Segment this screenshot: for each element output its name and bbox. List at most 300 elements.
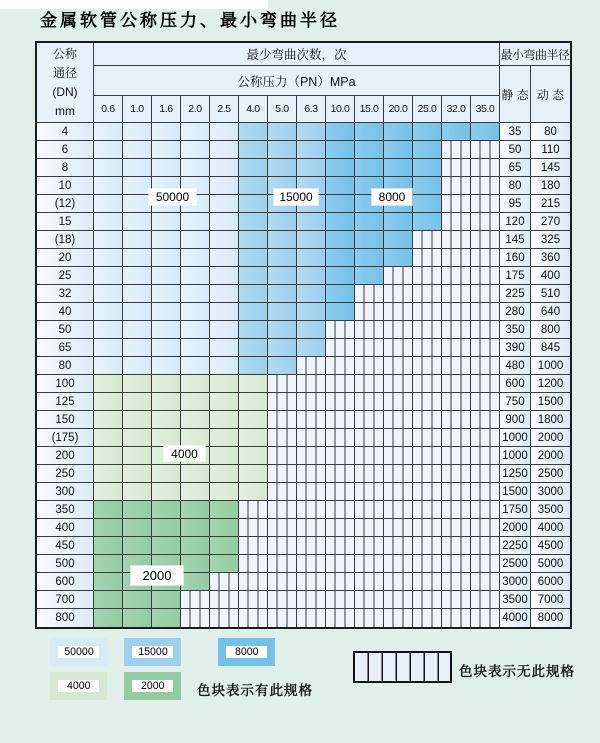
- spec-cell: [181, 159, 210, 177]
- no-spec-cell: [297, 429, 326, 447]
- spec-cell: [239, 465, 268, 483]
- spec-cell: [94, 303, 123, 321]
- spec-cell: [152, 267, 181, 285]
- spec-cell: [152, 339, 181, 357]
- spec-cell: [384, 159, 413, 177]
- spec-cell: [152, 195, 181, 213]
- spec-cell: [94, 123, 123, 141]
- spec-cell: [181, 483, 210, 501]
- static-cell: 750: [500, 393, 531, 411]
- legend-hatch-box: [353, 651, 452, 683]
- legend-label: 2000: [140, 680, 165, 692]
- no-spec-cell: [471, 285, 500, 303]
- no-spec-cell: [471, 573, 500, 591]
- dn-cell: 700: [37, 591, 94, 609]
- no-spec-cell: [413, 465, 442, 483]
- spec-cell: [152, 429, 181, 447]
- no-spec-cell: [326, 519, 355, 537]
- no-spec-cell: [471, 339, 500, 357]
- no-spec-cell: [413, 231, 442, 249]
- static-cell: 120: [500, 213, 531, 231]
- pressure-tick: 2.0: [181, 96, 210, 123]
- spec-cell: [326, 177, 355, 195]
- no-spec-cell: [413, 303, 442, 321]
- spec-cell: [181, 267, 210, 285]
- spec-cell: [326, 141, 355, 159]
- spec-cell: [413, 177, 442, 195]
- spec-cell: [123, 591, 152, 609]
- dn-cell: 10: [37, 177, 94, 195]
- spec-cell: [181, 141, 210, 159]
- spec-cell: [268, 231, 297, 249]
- spec-cell: [239, 249, 268, 267]
- spec-cell: [181, 501, 210, 519]
- spec-cell: [123, 537, 152, 555]
- no-spec-cell: [384, 465, 413, 483]
- no-spec-cell: [239, 609, 268, 627]
- no-spec-cell: [268, 537, 297, 555]
- spec-cell: [152, 321, 181, 339]
- spec-cell: [297, 177, 326, 195]
- dn-cell: 450: [37, 537, 94, 555]
- spec-cell: [384, 195, 413, 213]
- spec-cell: [297, 303, 326, 321]
- legend-label: 4000: [66, 680, 91, 692]
- spec-cell: [210, 519, 239, 537]
- no-spec-cell: [384, 609, 413, 627]
- no-spec-cell: [413, 357, 442, 375]
- dynamic-cell: 400: [531, 267, 570, 285]
- spec-cell: [297, 123, 326, 141]
- no-spec-cell: [471, 249, 500, 267]
- no-spec-cell: [326, 483, 355, 501]
- dynamic-cell: 8000: [531, 609, 570, 627]
- no-spec-cell: [239, 501, 268, 519]
- dynamic-cell: 110: [531, 141, 570, 159]
- spec-cell: [355, 267, 384, 285]
- dn-cell: 50: [37, 321, 94, 339]
- spec-cell: [210, 357, 239, 375]
- spec-cell: [181, 231, 210, 249]
- no-spec-cell: [442, 393, 471, 411]
- no-spec-cell: [297, 483, 326, 501]
- header-dn-line: 通径: [52, 65, 77, 80]
- no-spec-cell: [239, 555, 268, 573]
- static-cell: 1750: [500, 501, 531, 519]
- static-cell: 1500: [500, 483, 531, 501]
- header-min-radius: 最小弯曲半径: [500, 43, 570, 66]
- no-spec-cell: [471, 555, 500, 573]
- static-cell: 2000: [500, 519, 531, 537]
- spec-cell: [152, 213, 181, 231]
- spec-cell: [297, 159, 326, 177]
- spec-cell: [239, 177, 268, 195]
- spec-cell: [384, 213, 413, 231]
- dynamic-cell: 2000: [531, 447, 570, 465]
- no-spec-cell: [384, 537, 413, 555]
- static-cell: 1000: [500, 429, 531, 447]
- dynamic-cell: 640: [531, 303, 570, 321]
- no-spec-cell: [442, 411, 471, 429]
- dn-cell: 80: [37, 357, 94, 375]
- no-spec-cell: [355, 537, 384, 555]
- spec-cell: [94, 267, 123, 285]
- spec-cell: [123, 447, 152, 465]
- spec-cell: [152, 465, 181, 483]
- spec-cell: [181, 249, 210, 267]
- spec-cell: [123, 177, 152, 195]
- dynamic-cell: 1800: [531, 411, 570, 429]
- no-spec-cell: [355, 573, 384, 591]
- no-spec-cell: [413, 609, 442, 627]
- spec-cell: [152, 447, 181, 465]
- no-spec-cell: [326, 339, 355, 357]
- spec-cell: [123, 195, 152, 213]
- spec-cell: [152, 411, 181, 429]
- no-spec-cell: [413, 573, 442, 591]
- no-spec-cell: [413, 267, 442, 285]
- no-spec-cell: [355, 285, 384, 303]
- header-pressure: 公称压力（PN）MPa: [94, 66, 500, 96]
- spec-cell: [210, 285, 239, 303]
- static-cell: 280: [500, 303, 531, 321]
- no-spec-cell: [297, 519, 326, 537]
- spec-cell: [268, 213, 297, 231]
- no-spec-cell: [326, 321, 355, 339]
- no-spec-cell: [471, 501, 500, 519]
- dynamic-cell: 145: [531, 159, 570, 177]
- spec-cell: [123, 267, 152, 285]
- static-cell: 65: [500, 159, 531, 177]
- no-spec-cell: [181, 609, 210, 627]
- no-spec-cell: [384, 375, 413, 393]
- spec-cell: [239, 141, 268, 159]
- spec-cell: [123, 555, 152, 573]
- dn-cell: 350: [37, 501, 94, 519]
- spec-cell: [355, 231, 384, 249]
- spec-cell: [123, 249, 152, 267]
- legend-item-15000: [124, 638, 181, 666]
- no-spec-cell: [297, 573, 326, 591]
- overlay-label-4000: 4000: [164, 446, 205, 461]
- static-cell: 145: [500, 231, 531, 249]
- no-spec-cell: [326, 465, 355, 483]
- spec-cell: [181, 357, 210, 375]
- spec-cell: [181, 123, 210, 141]
- static-cell: 1000: [500, 447, 531, 465]
- no-spec-cell: [442, 429, 471, 447]
- dn-cell: 40: [37, 303, 94, 321]
- pressure-tick: 15.0: [355, 96, 384, 123]
- pressure-tick: 20.0: [384, 96, 413, 123]
- spec-cell: [152, 177, 181, 195]
- no-spec-cell: [268, 393, 297, 411]
- static-cell: 160: [500, 249, 531, 267]
- static-cell: 225: [500, 285, 531, 303]
- spec-cell: [181, 555, 210, 573]
- no-spec-cell: [413, 411, 442, 429]
- spec-cell: [181, 447, 210, 465]
- spec-cell: [210, 393, 239, 411]
- dn-cell: (18): [37, 231, 94, 249]
- spec-cell: [239, 159, 268, 177]
- dn-cell: 150: [37, 411, 94, 429]
- dn-cell: 25: [37, 267, 94, 285]
- no-spec-cell: [471, 303, 500, 321]
- dn-cell: 4: [37, 123, 94, 141]
- spec-cell: [152, 357, 181, 375]
- spec-cell: [181, 303, 210, 321]
- dynamic-cell: 7000: [531, 591, 570, 609]
- no-spec-cell: [471, 483, 500, 501]
- spec-cell: [152, 249, 181, 267]
- legend-label: 8000: [234, 646, 259, 658]
- dn-cell: (175): [37, 429, 94, 447]
- spec-cell: [123, 321, 152, 339]
- dynamic-cell: 4000: [531, 519, 570, 537]
- spec-cell: [210, 501, 239, 519]
- no-spec-cell: [471, 609, 500, 627]
- header-dynamic: 动 态: [531, 66, 570, 123]
- spec-cell: [210, 231, 239, 249]
- spec-cell: [181, 177, 210, 195]
- no-spec-cell: [268, 429, 297, 447]
- spec-cell: [123, 393, 152, 411]
- no-spec-cell: [268, 573, 297, 591]
- spec-cell: [94, 429, 123, 447]
- no-spec-cell: [297, 537, 326, 555]
- spec-cell: [355, 249, 384, 267]
- spec-cell: [94, 177, 123, 195]
- no-spec-cell: [384, 321, 413, 339]
- static-cell: 175: [500, 267, 531, 285]
- no-spec-cell: [355, 465, 384, 483]
- spec-cell: [123, 285, 152, 303]
- no-spec-cell: [471, 465, 500, 483]
- header-static: 静 态: [500, 66, 531, 123]
- no-spec-cell: [326, 357, 355, 375]
- spec-cell: [94, 591, 123, 609]
- dn-cell: 250: [37, 465, 94, 483]
- spec-cell: [268, 339, 297, 357]
- spec-cell: [268, 267, 297, 285]
- legend-label: 15000: [137, 646, 168, 658]
- spec-cell: [94, 249, 123, 267]
- no-spec-cell: [297, 591, 326, 609]
- no-spec-cell: [355, 393, 384, 411]
- dynamic-cell: 3000: [531, 483, 570, 501]
- spec-cell: [210, 375, 239, 393]
- legend-label: 50000: [63, 646, 94, 658]
- no-spec-cell: [326, 591, 355, 609]
- spec-cell: [210, 483, 239, 501]
- spec-cell: [413, 123, 442, 141]
- no-spec-cell: [384, 501, 413, 519]
- spec-cell: [297, 267, 326, 285]
- no-spec-cell: [268, 501, 297, 519]
- spec-cell: [123, 141, 152, 159]
- no-spec-cell: [442, 285, 471, 303]
- legend-item-2000: [124, 672, 181, 700]
- static-cell: 350: [500, 321, 531, 339]
- dn-cell: 20: [37, 249, 94, 267]
- legend-text-has-spec: 色块表示有此规格: [197, 683, 313, 698]
- dn-cell: 6: [37, 141, 94, 159]
- no-spec-cell: [384, 357, 413, 375]
- spec-cell: [181, 429, 210, 447]
- no-spec-cell: [268, 411, 297, 429]
- no-spec-cell: [413, 375, 442, 393]
- static-cell: 80: [500, 177, 531, 195]
- no-spec-cell: [239, 591, 268, 609]
- spec-cell: [384, 123, 413, 141]
- spec-cell: [94, 573, 123, 591]
- no-spec-cell: [239, 519, 268, 537]
- no-spec-cell: [442, 231, 471, 249]
- spec-cell: [152, 609, 181, 627]
- dynamic-cell: 1200: [531, 375, 570, 393]
- no-spec-cell: [442, 465, 471, 483]
- spec-cell: [94, 141, 123, 159]
- no-spec-cell: [384, 285, 413, 303]
- dynamic-cell: 2000: [531, 429, 570, 447]
- spec-cell: [123, 303, 152, 321]
- spec-cell: [413, 141, 442, 159]
- spec-cell: [94, 555, 123, 573]
- spec-cell: [210, 411, 239, 429]
- no-spec-cell: [413, 339, 442, 357]
- no-spec-cell: [471, 393, 500, 411]
- no-spec-cell: [384, 483, 413, 501]
- dn-cell: (12): [37, 195, 94, 213]
- no-spec-cell: [442, 483, 471, 501]
- spec-cell: [181, 285, 210, 303]
- spec-cell: [123, 123, 152, 141]
- legend-item-4000: [50, 672, 107, 700]
- no-spec-cell: [384, 519, 413, 537]
- spec-cell: [94, 609, 123, 627]
- spec-cell: [94, 519, 123, 537]
- no-spec-cell: [471, 591, 500, 609]
- no-spec-cell: [268, 609, 297, 627]
- spec-cell: [123, 573, 152, 591]
- no-spec-cell: [355, 501, 384, 519]
- spec-cell: [152, 123, 181, 141]
- spec-cell: [181, 573, 210, 591]
- spec-cell: [181, 393, 210, 411]
- dynamic-cell: 800: [531, 321, 570, 339]
- spec-cell: [239, 357, 268, 375]
- spec-cell: [123, 375, 152, 393]
- spec-cell: [210, 141, 239, 159]
- spec-cell: [384, 141, 413, 159]
- no-spec-cell: [384, 429, 413, 447]
- spec-cell: [210, 537, 239, 555]
- no-spec-cell: [471, 267, 500, 285]
- pressure-tick: 5.0: [268, 96, 297, 123]
- header-dn-line: mm: [55, 103, 75, 118]
- spec-cell: [210, 177, 239, 195]
- no-spec-cell: [442, 159, 471, 177]
- no-spec-cell: [442, 519, 471, 537]
- dn-cell: 65: [37, 339, 94, 357]
- spec-cell: [239, 393, 268, 411]
- legend-item-8000: [218, 638, 275, 666]
- no-spec-cell: [413, 519, 442, 537]
- no-spec-cell: [384, 573, 413, 591]
- dn-cell: 15: [37, 213, 94, 231]
- no-spec-cell: [442, 375, 471, 393]
- pressure-tick: 1.6: [152, 96, 181, 123]
- dynamic-cell: 80: [531, 123, 570, 141]
- no-spec-cell: [384, 303, 413, 321]
- dn-cell: 125: [37, 393, 94, 411]
- spec-cell: [297, 285, 326, 303]
- spec-cell: [123, 339, 152, 357]
- dynamic-cell: 1500: [531, 393, 570, 411]
- spec-cell: [413, 195, 442, 213]
- spec-cell: [123, 411, 152, 429]
- spec-cell: [152, 303, 181, 321]
- spec-cell: [384, 249, 413, 267]
- spec-cell: [297, 195, 326, 213]
- no-spec-cell: [442, 447, 471, 465]
- pressure-tick: 25.0: [413, 96, 442, 123]
- spec-cell: [210, 123, 239, 141]
- spec-cell: [268, 141, 297, 159]
- spec-cell: [297, 249, 326, 267]
- dynamic-cell: 4500: [531, 537, 570, 555]
- spec-cell: [239, 303, 268, 321]
- no-spec-cell: [471, 321, 500, 339]
- static-cell: 480: [500, 357, 531, 375]
- no-spec-cell: [326, 537, 355, 555]
- legend-text-no-spec: 色块表示无此规格: [459, 664, 575, 679]
- no-spec-cell: [442, 321, 471, 339]
- no-spec-cell: [239, 537, 268, 555]
- spec-cell: [210, 429, 239, 447]
- page-title: 金属软管公称压力、最小弯曲半径: [40, 11, 340, 31]
- no-spec-cell: [471, 159, 500, 177]
- spec-cell: [239, 321, 268, 339]
- dn-cell: 8: [37, 159, 94, 177]
- spec-cell: [326, 123, 355, 141]
- spec-cell: [210, 213, 239, 231]
- spec-cell: [384, 177, 413, 195]
- spec-cell: [297, 321, 326, 339]
- pressure-tick: 0.6: [94, 96, 123, 123]
- spec-cell: [94, 213, 123, 231]
- spec-cell: [442, 123, 471, 141]
- no-spec-cell: [239, 573, 268, 591]
- spec-cell: [181, 537, 210, 555]
- pressure-tick: 2.5: [210, 96, 239, 123]
- dn-cell: 200: [37, 447, 94, 465]
- spec-cell: [123, 213, 152, 231]
- dynamic-cell: 2500: [531, 465, 570, 483]
- no-spec-cell: [297, 411, 326, 429]
- no-spec-cell: [413, 537, 442, 555]
- spec-cell: [326, 231, 355, 249]
- no-spec-cell: [268, 483, 297, 501]
- no-spec-cell: [442, 357, 471, 375]
- no-spec-cell: [442, 177, 471, 195]
- dynamic-cell: 180: [531, 177, 570, 195]
- no-spec-cell: [355, 591, 384, 609]
- spec-cell: [181, 519, 210, 537]
- spec-cell: [123, 357, 152, 375]
- spec-cell: [152, 573, 181, 591]
